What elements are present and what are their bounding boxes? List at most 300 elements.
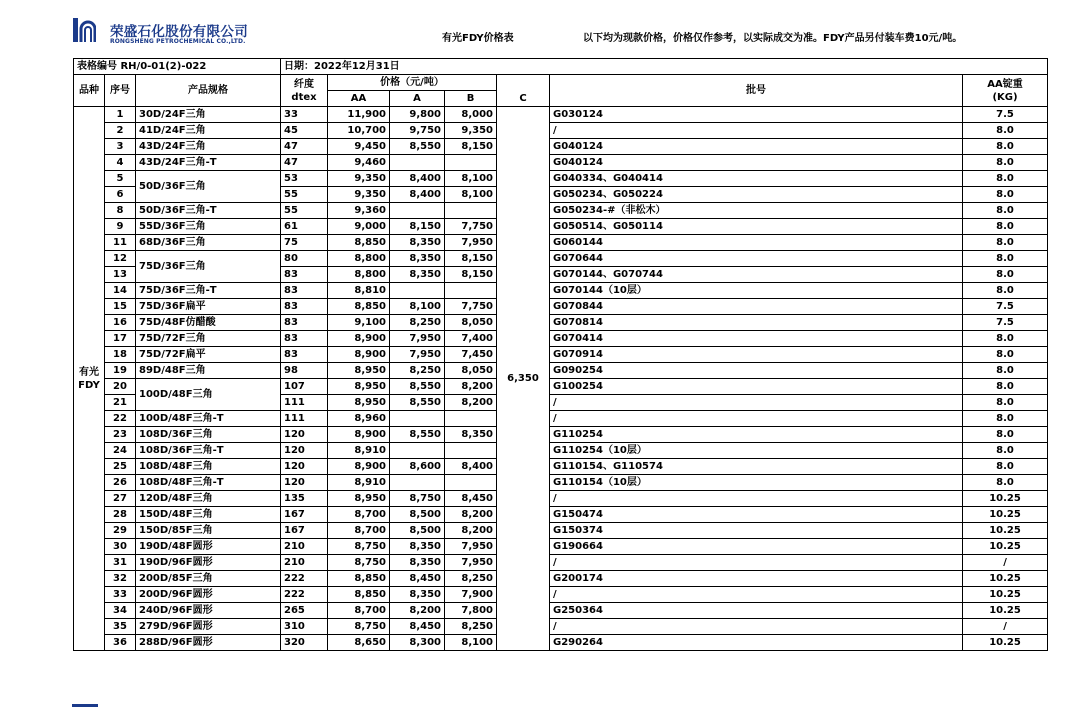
aa-weight-cell: 8.0 [963, 267, 1048, 283]
price-a-cell: 8,350 [390, 555, 445, 571]
price-aa-cell: 8,950 [328, 363, 390, 379]
price-b-cell [445, 411, 497, 427]
price-aa-cell: 8,900 [328, 459, 390, 475]
variety-cell [74, 107, 105, 651]
dtex-cell: 310 [281, 619, 328, 635]
batch-cell: G190664 [550, 539, 963, 555]
price-aa-cell: 11,900 [328, 107, 390, 123]
aa-weight-cell: 8.0 [963, 203, 1048, 219]
seq-cell: 20 [105, 379, 136, 395]
dtex-cell: 53 [281, 171, 328, 187]
price-b-cell: 8,450 [445, 491, 497, 507]
seq-cell: 24 [105, 443, 136, 459]
dtex-cell: 98 [281, 363, 328, 379]
aa-weight-cell: 10.25 [963, 491, 1048, 507]
dtex-cell: 83 [281, 267, 328, 283]
aa-weight-cell: 8.0 [963, 219, 1048, 235]
col-aa-header: AA [328, 91, 390, 107]
price-a-cell: 8,150 [390, 219, 445, 235]
price-b-cell: 8,100 [445, 171, 497, 187]
price-b-cell: 8,200 [445, 379, 497, 395]
aa-weight-cell: 8.0 [963, 139, 1048, 155]
dtex-cell: 265 [281, 603, 328, 619]
form-number: 表格编号 RH/0-01(2)-022 [74, 59, 281, 75]
aa-weight-cell: 8.0 [963, 363, 1048, 379]
dtex-cell: 47 [281, 139, 328, 155]
col-dtex-unit: dtex [291, 91, 317, 103]
spec-cell: 279D/96F圆形 [136, 619, 281, 635]
seq-cell: 22 [105, 411, 136, 427]
seq-cell: 13 [105, 267, 136, 283]
seq-cell: 36 [105, 635, 136, 651]
table-row [74, 523, 1048, 539]
batch-cell: / [550, 491, 963, 507]
dtex-cell: 55 [281, 187, 328, 203]
price-a-cell: 9,750 [390, 123, 445, 139]
price-aa-cell: 8,850 [328, 299, 390, 315]
seq-cell: 30 [105, 539, 136, 555]
seq-cell: 16 [105, 315, 136, 331]
document-date: 日期：2022年12月31日 [281, 59, 1048, 75]
price-b-cell [445, 283, 497, 299]
spec-cell: 200D/96F圆形 [136, 587, 281, 603]
spec-cell: 43D/24F三角-T [136, 155, 281, 171]
spec-cell: 75D/48F仿醋酸 [136, 315, 281, 331]
seq-cell: 8 [105, 203, 136, 219]
aa-weight-cell: 8.0 [963, 235, 1048, 251]
spec-cell: 240D/96F圆形 [136, 603, 281, 619]
table-row [74, 443, 1048, 459]
aa-weight-cell: 7.5 [963, 299, 1048, 315]
price-table [73, 58, 1048, 651]
spec-cell: 75D/36F扁平 [136, 299, 281, 315]
price-b-cell: 8,150 [445, 139, 497, 155]
price-a-cell [390, 475, 445, 491]
price-b-cell: 8,250 [445, 571, 497, 587]
price-a-cell: 8,250 [390, 363, 445, 379]
price-aa-cell: 8,960 [328, 411, 390, 427]
batch-cell: G110154（10层） [550, 475, 963, 491]
price-b-cell: 8,250 [445, 619, 497, 635]
spec-cell: 108D/36F三角-T [136, 443, 281, 459]
col-dtex-label: 纤度 [294, 78, 314, 90]
meta-row [74, 59, 1048, 75]
batch-cell: G070414 [550, 331, 963, 347]
table-row [74, 203, 1048, 219]
price-a-cell: 8,750 [390, 491, 445, 507]
dtex-cell: 33 [281, 107, 328, 123]
seq-cell: 3 [105, 139, 136, 155]
price-a-cell: 8,550 [390, 427, 445, 443]
aa-weight-cell: 10.25 [963, 587, 1048, 603]
price-aa-cell: 8,650 [328, 635, 390, 651]
batch-cell: G050514、G050114 [550, 219, 963, 235]
seq-cell: 29 [105, 523, 136, 539]
seq-cell: 27 [105, 491, 136, 507]
batch-cell: G070844 [550, 299, 963, 315]
batch-cell: G200174 [550, 571, 963, 587]
aa-weight-cell: 10.25 [963, 571, 1048, 587]
price-aa-cell: 9,000 [328, 219, 390, 235]
price-aa-cell: 8,900 [328, 331, 390, 347]
col-weight-unit: (KG) [992, 91, 1018, 103]
batch-cell: / [550, 587, 963, 603]
price-b-cell: 7,950 [445, 539, 497, 555]
table-row [74, 555, 1048, 571]
aa-weight-cell: 8.0 [963, 123, 1048, 139]
table-row [74, 299, 1048, 315]
table-row [74, 491, 1048, 507]
seq-cell: 35 [105, 619, 136, 635]
col-a-header: A [390, 91, 445, 107]
price-b-cell: 7,800 [445, 603, 497, 619]
dtex-cell: 120 [281, 459, 328, 475]
spec-cell: 75D/72F扁平 [136, 347, 281, 363]
spec-cell: 108D/36F三角 [136, 427, 281, 443]
price-b-cell: 8,400 [445, 459, 497, 475]
dtex-cell: 320 [281, 635, 328, 651]
price-a-cell: 8,550 [390, 395, 445, 411]
seq-cell: 9 [105, 219, 136, 235]
batch-cell: G250364 [550, 603, 963, 619]
spec-cell: 200D/85F三角 [136, 571, 281, 587]
price-aa-cell: 9,100 [328, 315, 390, 331]
price-b-cell: 7,950 [445, 235, 497, 251]
batch-cell: G100254 [550, 379, 963, 395]
table-row [74, 107, 1048, 123]
seq-cell: 31 [105, 555, 136, 571]
price-b-cell: 8,150 [445, 267, 497, 283]
dtex-cell: 210 [281, 555, 328, 571]
spec-cell: 288D/96F圆形 [136, 635, 281, 651]
price-b-cell: 7,450 [445, 347, 497, 363]
batch-cell: G110254（10层） [550, 443, 963, 459]
table-row [74, 635, 1048, 651]
spec-cell: 120D/48F三角 [136, 491, 281, 507]
dtex-cell: 75 [281, 235, 328, 251]
spec-cell: 108D/48F三角 [136, 459, 281, 475]
batch-cell: G150474 [550, 507, 963, 523]
seq-cell: 12 [105, 251, 136, 267]
col-weight-label: AA锭重 [987, 78, 1023, 90]
price-aa-cell: 10,700 [328, 123, 390, 139]
aa-weight-cell: 10.25 [963, 523, 1048, 539]
batch-cell: G030124 [550, 107, 963, 123]
price-a-cell: 8,350 [390, 267, 445, 283]
spec-cell: 43D/24F三角 [136, 139, 281, 155]
dtex-cell: 83 [281, 299, 328, 315]
spec-cell: 100D/48F三角 [136, 379, 281, 411]
price-a-cell: 8,400 [390, 171, 445, 187]
price-aa-cell: 8,950 [328, 395, 390, 411]
price-a-cell [390, 411, 445, 427]
dtex-cell: 120 [281, 427, 328, 443]
spec-cell: 68D/36F三角 [136, 235, 281, 251]
dtex-cell: 61 [281, 219, 328, 235]
aa-weight-cell: / [963, 555, 1048, 571]
price-c-cell: 6,350 [497, 107, 550, 651]
table-row [74, 587, 1048, 603]
page-footer-mark [72, 704, 98, 707]
batch-cell: G070144、G070744 [550, 267, 963, 283]
aa-weight-cell: 8.0 [963, 427, 1048, 443]
batch-cell: G110154、G110574 [550, 459, 963, 475]
dtex-cell: 167 [281, 507, 328, 523]
price-a-cell: 8,450 [390, 619, 445, 635]
spec-cell: 190D/48F圆形 [136, 539, 281, 555]
table-row [74, 155, 1048, 171]
spec-cell: 108D/48F三角-T [136, 475, 281, 491]
col-dtex-header [281, 75, 328, 107]
dtex-cell: 111 [281, 411, 328, 427]
seq-cell: 25 [105, 459, 136, 475]
price-a-cell: 9,800 [390, 107, 445, 123]
dtex-cell: 210 [281, 539, 328, 555]
table-row [74, 219, 1048, 235]
price-aa-cell: 8,850 [328, 235, 390, 251]
dtex-cell: 111 [281, 395, 328, 411]
price-a-cell: 8,350 [390, 235, 445, 251]
spec-cell: 55D/36F三角 [136, 219, 281, 235]
table-row [74, 347, 1048, 363]
table-row [74, 235, 1048, 251]
price-a-cell: 7,950 [390, 331, 445, 347]
seq-cell: 1 [105, 107, 136, 123]
dtex-cell: 167 [281, 523, 328, 539]
variety-line-1: 有光 [79, 366, 99, 378]
price-b-cell: 8,050 [445, 363, 497, 379]
table-row [74, 171, 1048, 187]
seq-cell: 6 [105, 187, 136, 203]
price-b-cell: 8,100 [445, 187, 497, 203]
dtex-cell: 83 [281, 315, 328, 331]
price-b-cell: 7,750 [445, 219, 497, 235]
aa-weight-cell: 8.0 [963, 475, 1048, 491]
spec-cell: 50D/36F三角-T [136, 203, 281, 219]
table-row [74, 363, 1048, 379]
price-a-cell: 8,550 [390, 379, 445, 395]
price-aa-cell: 8,750 [328, 555, 390, 571]
seq-cell: 19 [105, 363, 136, 379]
price-b-cell: 8,200 [445, 395, 497, 411]
price-aa-cell: 8,910 [328, 475, 390, 491]
price-b-cell [445, 443, 497, 459]
spec-cell: 150D/48F三角 [136, 507, 281, 523]
price-aa-cell: 8,800 [328, 251, 390, 267]
col-spec-header: 产品规格 [136, 75, 281, 107]
spec-cell: 50D/36F三角 [136, 171, 281, 203]
batch-cell: G070814 [550, 315, 963, 331]
price-a-cell: 8,200 [390, 603, 445, 619]
price-a-cell: 8,550 [390, 139, 445, 155]
document-header [0, 0, 1080, 56]
price-a-cell: 8,250 [390, 315, 445, 331]
price-aa-cell: 9,350 [328, 187, 390, 203]
price-aa-cell: 8,850 [328, 571, 390, 587]
dtex-cell: 120 [281, 443, 328, 459]
table-row [74, 411, 1048, 427]
price-aa-cell: 8,810 [328, 283, 390, 299]
batch-cell: G290264 [550, 635, 963, 651]
table-row [74, 539, 1048, 555]
company-name-cn: 荣盛石化股份有限公司 [110, 24, 248, 40]
batch-cell: / [550, 619, 963, 635]
aa-weight-cell: 8.0 [963, 251, 1048, 267]
batch-cell: G050234-#（非松木） [550, 203, 963, 219]
price-b-cell: 7,900 [445, 587, 497, 603]
col-variety-header: 品种 [74, 75, 105, 107]
aa-weight-cell: 8.0 [963, 395, 1048, 411]
seq-cell: 26 [105, 475, 136, 491]
price-table-body [74, 107, 1048, 651]
variety-line-2: FDY [78, 379, 100, 391]
company-logo-icon [72, 17, 96, 43]
spec-cell: 75D/72F三角 [136, 331, 281, 347]
spec-cell: 41D/24F三角 [136, 123, 281, 139]
table-row [74, 379, 1048, 395]
table-row [74, 331, 1048, 347]
price-aa-cell: 8,950 [328, 379, 390, 395]
dtex-cell: 222 [281, 571, 328, 587]
dtex-cell: 45 [281, 123, 328, 139]
price-a-cell: 8,500 [390, 507, 445, 523]
aa-weight-cell: 8.0 [963, 459, 1048, 475]
seq-cell: 21 [105, 395, 136, 411]
aa-weight-cell: 7.5 [963, 315, 1048, 331]
price-aa-cell: 9,360 [328, 203, 390, 219]
table-row [74, 315, 1048, 331]
batch-cell: G110254 [550, 427, 963, 443]
price-a-cell: 8,400 [390, 187, 445, 203]
price-b-cell [445, 475, 497, 491]
price-aa-cell: 8,900 [328, 427, 390, 443]
price-a-cell: 8,500 [390, 523, 445, 539]
spec-cell: 75D/36F三角 [136, 251, 281, 283]
seq-cell: 17 [105, 331, 136, 347]
batch-cell: G040124 [550, 139, 963, 155]
dtex-cell: 47 [281, 155, 328, 171]
price-b-cell: 8,100 [445, 635, 497, 651]
aa-weight-cell: 8.0 [963, 155, 1048, 171]
price-aa-cell: 8,700 [328, 603, 390, 619]
price-b-cell: 8,200 [445, 523, 497, 539]
spec-cell: 89D/48F三角 [136, 363, 281, 379]
batch-cell: G040334、G040414 [550, 171, 963, 187]
price-b-cell: 7,750 [445, 299, 497, 315]
dtex-cell: 55 [281, 203, 328, 219]
seq-cell: 4 [105, 155, 136, 171]
aa-weight-cell: 10.25 [963, 635, 1048, 651]
price-a-cell: 8,350 [390, 539, 445, 555]
price-aa-cell: 8,700 [328, 523, 390, 539]
price-b-cell [445, 203, 497, 219]
company-name-en: RONGSHENG PETROCHEMICAL CO.,LTD. [110, 38, 246, 45]
table-row [74, 571, 1048, 587]
seq-cell: 33 [105, 587, 136, 603]
price-aa-cell: 8,700 [328, 507, 390, 523]
spec-cell: 150D/85F三角 [136, 523, 281, 539]
header-row-1 [74, 75, 1048, 91]
batch-cell: G070914 [550, 347, 963, 363]
table-row [74, 123, 1048, 139]
seq-cell: 14 [105, 283, 136, 299]
price-a-cell: 8,450 [390, 571, 445, 587]
price-a-cell: 8,350 [390, 587, 445, 603]
dtex-cell: 222 [281, 587, 328, 603]
price-a-cell [390, 443, 445, 459]
price-aa-cell: 9,350 [328, 171, 390, 187]
aa-weight-cell: 10.25 [963, 603, 1048, 619]
price-aa-cell: 8,750 [328, 539, 390, 555]
table-row [74, 619, 1048, 635]
batch-cell: G050234、G050224 [550, 187, 963, 203]
col-weight-header [963, 75, 1048, 107]
batch-cell: / [550, 395, 963, 411]
price-b-cell: 7,950 [445, 555, 497, 571]
dtex-cell: 83 [281, 347, 328, 363]
price-b-cell: 8,200 [445, 507, 497, 523]
batch-cell: G040124 [550, 155, 963, 171]
aa-weight-cell: 8.0 [963, 347, 1048, 363]
seq-cell: 2 [105, 123, 136, 139]
document-title: 有光FDY价格表 [442, 33, 514, 44]
price-aa-cell: 8,950 [328, 491, 390, 507]
price-aa-cell: 8,750 [328, 619, 390, 635]
aa-weight-cell: 8.0 [963, 379, 1048, 395]
batch-cell: / [550, 123, 963, 139]
aa-weight-cell: 10.25 [963, 539, 1048, 555]
price-b-cell: 8,150 [445, 251, 497, 267]
price-aa-cell: 8,850 [328, 587, 390, 603]
dtex-cell: 135 [281, 491, 328, 507]
col-c-spacer [497, 75, 550, 91]
batch-cell: G090254 [550, 363, 963, 379]
price-b-cell: 8,350 [445, 427, 497, 443]
seq-cell: 34 [105, 603, 136, 619]
price-a-cell: 7,950 [390, 347, 445, 363]
aa-weight-cell: 10.25 [963, 507, 1048, 523]
seq-cell: 5 [105, 171, 136, 187]
dtex-cell: 80 [281, 251, 328, 267]
col-seq-header: 序号 [105, 75, 136, 107]
price-b-cell: 7,400 [445, 331, 497, 347]
batch-cell: / [550, 411, 963, 427]
col-price-group-header: 价格（元/吨） [328, 75, 497, 91]
seq-cell: 32 [105, 571, 136, 587]
col-c-header: C [497, 91, 550, 107]
price-b-cell [445, 155, 497, 171]
price-aa-cell: 9,450 [328, 139, 390, 155]
batch-cell: G060144 [550, 235, 963, 251]
table-row [74, 507, 1048, 523]
aa-weight-cell: 8.0 [963, 331, 1048, 347]
table-row [74, 283, 1048, 299]
spec-cell: 30D/24F三角 [136, 107, 281, 123]
price-b-cell: 8,050 [445, 315, 497, 331]
table-row [74, 475, 1048, 491]
price-b-cell: 9,350 [445, 123, 497, 139]
seq-cell: 28 [105, 507, 136, 523]
price-aa-cell: 8,900 [328, 347, 390, 363]
aa-weight-cell: 7.5 [963, 107, 1048, 123]
batch-cell: G070644 [550, 251, 963, 267]
dtex-cell: 83 [281, 331, 328, 347]
spec-cell: 190D/96F圆形 [136, 555, 281, 571]
price-a-cell: 8,300 [390, 635, 445, 651]
price-b-cell: 8,000 [445, 107, 497, 123]
batch-cell: G150374 [550, 523, 963, 539]
price-a-cell: 8,350 [390, 251, 445, 267]
